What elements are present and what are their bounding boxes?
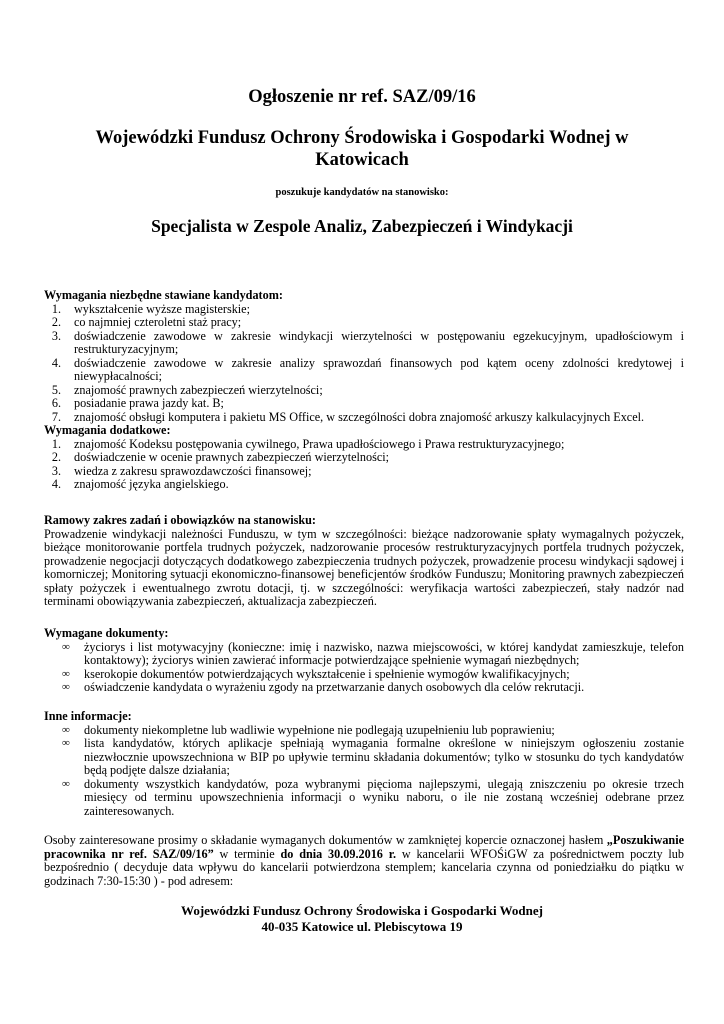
- duties-text: Prowadzenie windykacji należności Funduszu, w tym w szczególności: bieżące nadzorowanie spłaty wymagalnych pożyczek, bieżące monitorowanie portfela trudnych pożyczek, nadzorowanie procesów restrukturyzacyjnych portfela trudnych pożyczek, prowadzenie negocjacji dotyczących dodatkowego zabezpieczenia trudnych pożyczek, prowadzenie procesu windykacji sądowej i komorniczej; Monitoring sytuacji ekonomiczno-finansowej beneficjentów środków Funduszu; Monitoring prawnych zabezpieczeń spłaty pożyczek i ewentualnego zwrotu dotacji, tj. w szczególności: weryfikacja wartości zabezpieczeń, stały nadzór nad terminami obowiązywania zabezpieczeń, aktualizacja zabezpieczeń.: [44, 526, 684, 608]
- bullet-item-text: kserokopie dokumentów potwierdzających wykształcenie i spełnienie wymogów kwalifikacyjnych;: [84, 666, 570, 681]
- list-item: [44, 478, 684, 492]
- list-item-number: 2.: [51, 315, 61, 329]
- list-item: [44, 411, 684, 425]
- closing-keyword: „Poszukiwanie pracownika nr ref. SAZ/09/16”: [44, 833, 684, 861]
- closing-paragraph: [44, 834, 684, 888]
- list-item: [44, 330, 684, 357]
- documents-list: [44, 641, 684, 695]
- list-item-number: 3.: [51, 463, 61, 478]
- requirements-section: [44, 289, 684, 492]
- duties-section: [44, 514, 684, 609]
- bullet-item: [44, 737, 684, 778]
- subtitle: poszukuje kandydatów na stanowisko:: [275, 187, 449, 198]
- list-item-number: 1.: [51, 301, 61, 316]
- documents-section: [44, 627, 684, 695]
- other-list: [44, 724, 684, 819]
- infinity-bullet-icon: ∞: [62, 723, 70, 736]
- closing-part2: w terminie: [213, 846, 281, 861]
- address-line2: 40-035 Katowice ul. Plebiscytowa 19: [261, 919, 463, 934]
- bullet-item-text: życiorys i list motywacyjny (konieczne: imię i nazwisko, nazwa miejscowości, w której kandydat zamieszkuje, telefon kontaktowy); życiorys winien zawierać informacje potwierdzające spełnienie wymagań niezbędnych;: [84, 639, 684, 667]
- position-title: Specjalista w Zespole Analiz, Zabezpieczeń i Windykacji: [151, 216, 573, 236]
- list-item: [44, 465, 684, 479]
- other-title: Inne informacje:: [44, 709, 132, 723]
- additional-list: [44, 438, 684, 492]
- list-item-text: co najmniej czteroletni staż pracy;: [74, 315, 242, 329]
- list-item-number: 6.: [51, 396, 61, 410]
- address-line1: Wojewódzki Fundusz Ochrony Środowiska i Gospodarki Wodnej: [181, 903, 543, 918]
- infinity-bullet-icon: ∞: [62, 667, 70, 680]
- bullet-item-text: lista kandydatów, których aplikacje spełniają wymagania formalne określone w niniejszym ogłoszeniu zostanie niezwłocznie upowszechniona w BIP po upływie terminu składania dokumentów; tylko w stosunku do tych kandydatów będą podjęte dalsze działania;: [84, 736, 684, 777]
- infinity-bullet-icon: ∞: [62, 681, 70, 693]
- additional-title: Wymagania dodatkowe:: [44, 423, 171, 437]
- list-item: [44, 316, 684, 330]
- list-item-text: doświadczenie zawodowe w zakresie analizy sprawozdań finansowych pod kątem oceny zdolności kredytowej i niewypłacalności;: [74, 355, 684, 383]
- list-item-text: znajomość prawnych zabezpieczeń wierzytelności;: [74, 382, 323, 397]
- list-item: [44, 397, 684, 411]
- list-item-text: znajomość obsługi komputera i pakietu MS Office, w szczególności dobra znajomość arkuszy kalkulacyjnych Excel.: [74, 409, 645, 424]
- other-info-section: [44, 710, 684, 818]
- list-item-number: 5.: [51, 382, 61, 397]
- infinity-bullet-icon: ∞: [62, 737, 70, 749]
- organization-name: Wojewódzki Fundusz Ochrony Środowiska i Gospodarki Wodnej w Katowicach: [95, 128, 629, 170]
- list-item-text: doświadczenie zawodowe w zakresie windykacji wierzytelności w postępowaniu egzekucyjnym, upadłościowym i restrukturyzacyjnym;: [74, 328, 684, 356]
- list-item-text: wykształcenie wyższe magisterskie;: [74, 301, 250, 316]
- announcement-ref-title: Ogłoszenie nr ref. SAZ/09/16: [248, 87, 476, 107]
- bullet-item: [44, 681, 684, 695]
- bullet-item: [44, 668, 684, 682]
- closing-part1: Osoby zainteresowane prosimy o składanie wymaganych dokumentów w zamkniętej kopercie oznaczonej hasłem: [44, 833, 607, 847]
- list-item-text: wiedza z zakresu sprawozdawczości finansowej;: [74, 463, 312, 478]
- list-item-number: 4.: [51, 477, 61, 491]
- list-item: [44, 438, 684, 452]
- bullet-item: [44, 724, 684, 738]
- list-item-number: 7.: [51, 409, 61, 424]
- infinity-bullet-icon: ∞: [62, 640, 70, 653]
- list-item-text: doświadczenie w ocenie prawnych zabezpieczeń wierzytelności;: [74, 450, 390, 464]
- required-list: [44, 303, 684, 425]
- duties-title: Ramowy zakres zadań i obowiązków na stanowisku:: [44, 513, 316, 527]
- list-item: [44, 357, 684, 384]
- required-title: Wymagania niezbędne stawiane kandydatom:: [44, 288, 283, 302]
- list-item-number: 2.: [51, 450, 61, 464]
- bullet-item-text: dokumenty niekompletne lub wadliwie wypełnione nie podlegają uzupełnieniu lub poprawieniu;: [84, 722, 555, 737]
- list-item: [44, 303, 684, 317]
- list-item-number: 4.: [51, 355, 61, 370]
- bullet-item: [44, 778, 684, 819]
- infinity-bullet-icon: ∞: [62, 777, 70, 790]
- bullet-item-text: dokumenty wszystkich kandydatów, poza wybranymi pięcioma najlepszymi, ulegają zniszczeniu po okresie trzech miesięcy od terminu upowszechnienia informacji o wyniku naboru, o ile nie zostaną wcześniej odebrane przez zainteresowanych.: [84, 776, 684, 818]
- list-item: [44, 384, 684, 398]
- bullet-item: [44, 641, 684, 668]
- list-item: [44, 451, 684, 465]
- closing-deadline: do dnia 30.09.2016 r.: [280, 846, 397, 861]
- list-item-text: znajomość języka angielskiego.: [74, 477, 229, 491]
- list-item-number: 3.: [51, 328, 61, 343]
- closing-section: [44, 834, 684, 888]
- list-item-number: 1.: [51, 436, 61, 451]
- bullet-item-text: oświadczenie kandydata o wyrażeniu zgody na przetwarzanie danych osobowych dla celów rekrutacji.: [84, 680, 585, 694]
- list-item-text: znajomość Kodeksu postępowania cywilnego, Prawa upadłościowego i Prawa restrukturyzacyjnego;: [74, 436, 565, 451]
- list-item-text: posiadanie prawa jazdy kat. B;: [74, 396, 224, 410]
- closing-part3: w kancelarii WFOŚiGW za pośrednictwem poczty lub bezpośrednio ( decyduje data wpływu do kancelarii potwierdzona stemplem; kancelaria czynna od poniedziałku do piątku w godzinach 7:30-15:30 ) - pod adresem:: [44, 846, 684, 888]
- documents-title: Wymagane dokumenty:: [44, 626, 169, 640]
